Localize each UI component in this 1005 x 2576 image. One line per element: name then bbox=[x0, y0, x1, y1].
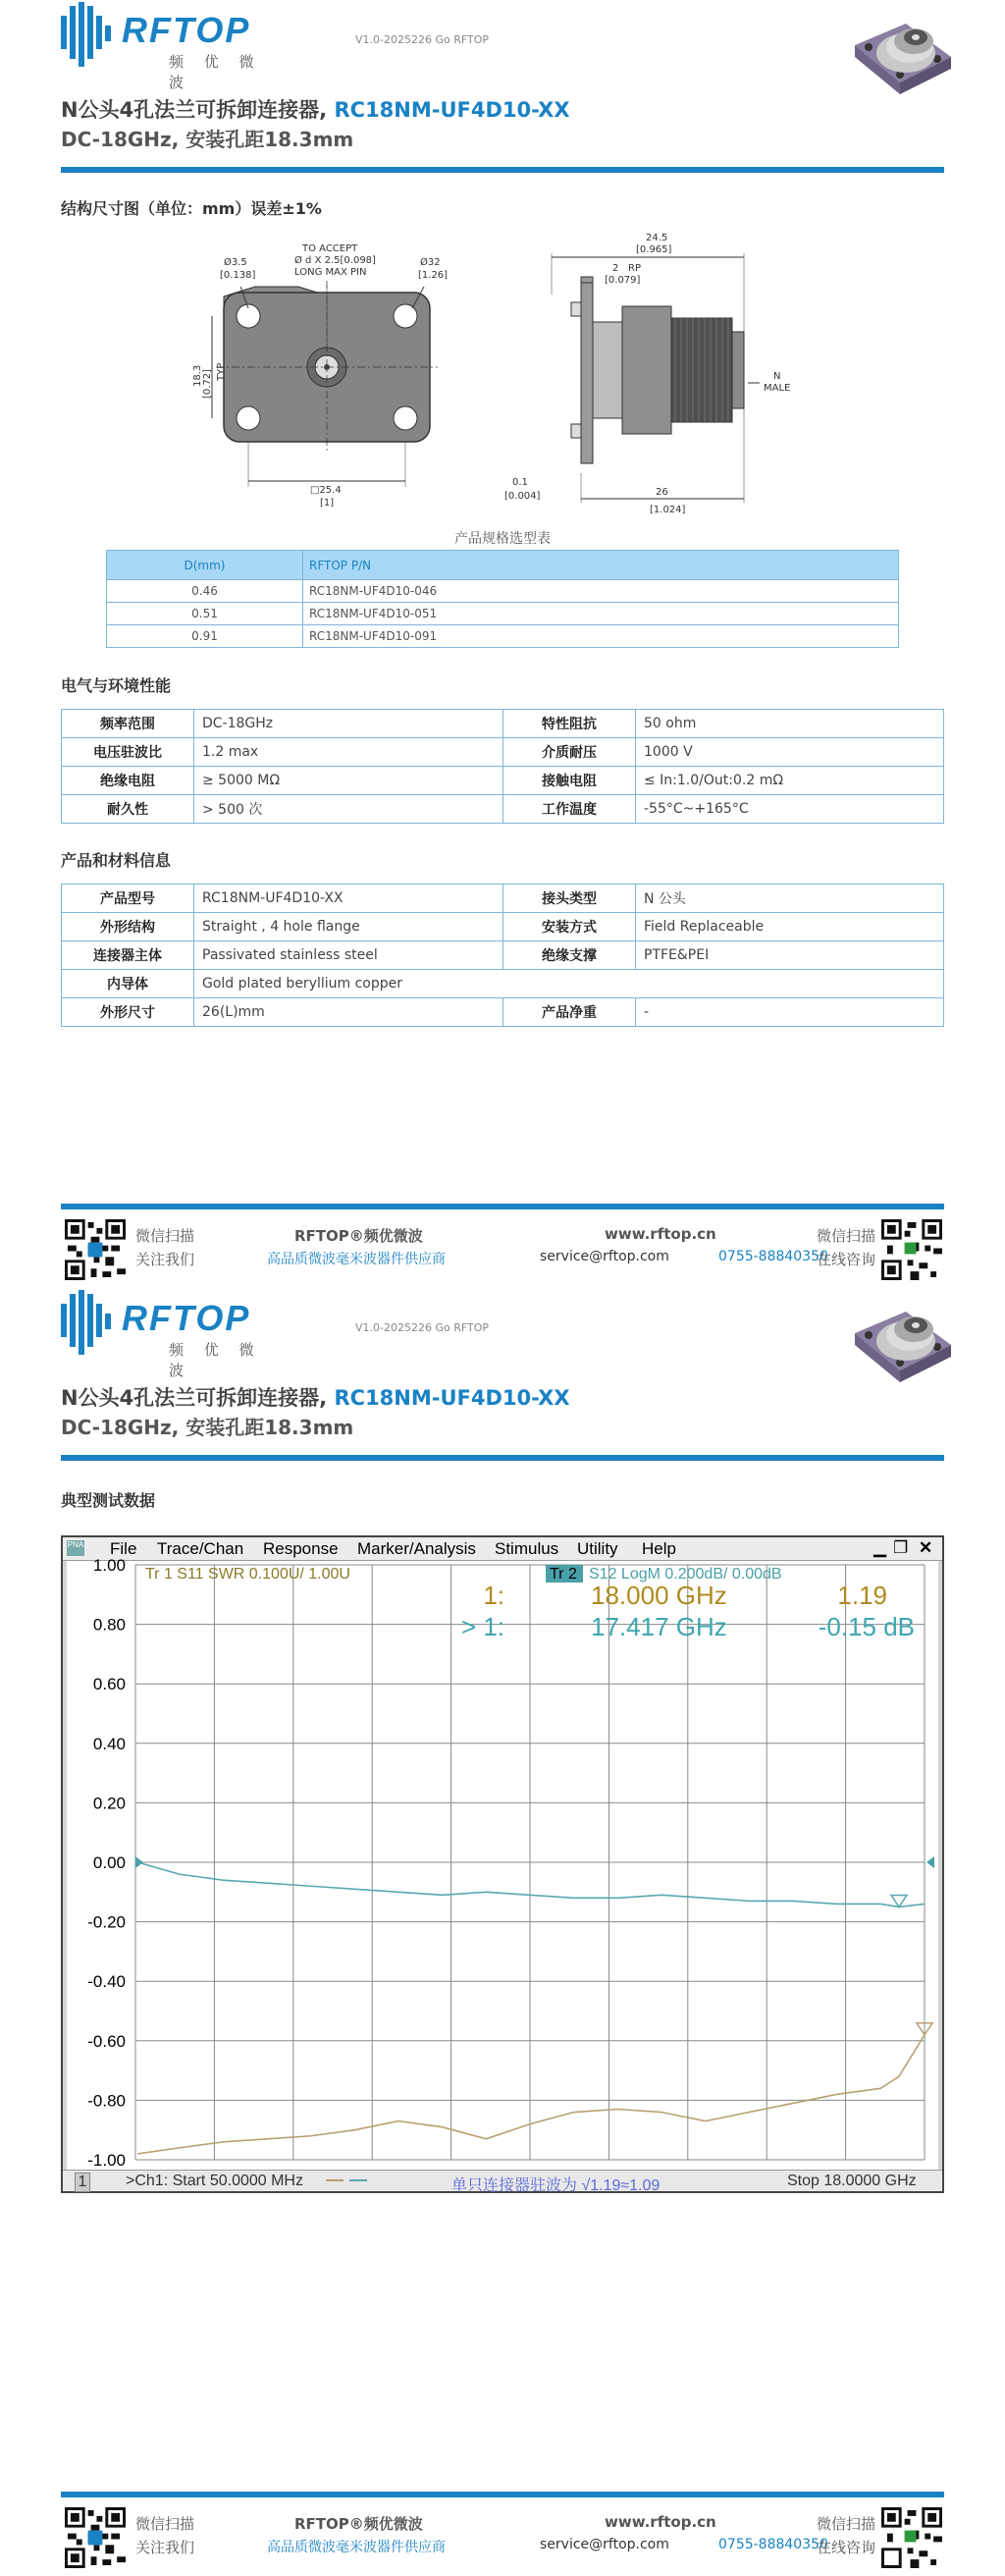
svg-text:[0.72]: [0.72] bbox=[202, 368, 213, 399]
marker1-label: 1: bbox=[483, 1581, 504, 1610]
y-tick-label: 1.00 bbox=[92, 1556, 126, 1575]
logo-mark-icon bbox=[61, 2, 118, 67]
svg-text:2: 2 bbox=[612, 263, 619, 274]
pna-icon: PNA bbox=[67, 1540, 84, 1556]
electrical-table bbox=[61, 709, 944, 824]
footer-slogan: 高品质微波毫米波器件供应商 bbox=[267, 2540, 446, 2555]
marker1-value: 1.19 bbox=[837, 1581, 887, 1610]
qr-code-icon bbox=[881, 2507, 942, 2568]
table-row bbox=[62, 970, 944, 998]
page-title: N公头4孔法兰可拆卸连接器, RC18NM-UF4D10-XX bbox=[61, 98, 570, 122]
svg-text:RP: RP bbox=[628, 263, 641, 274]
product-photo bbox=[841, 14, 959, 122]
brand-name: RFTOP bbox=[122, 10, 251, 50]
spec-key: 外形结构 bbox=[62, 913, 194, 941]
footer bbox=[61, 2492, 944, 2570]
svg-text:0.1: 0.1 bbox=[512, 477, 528, 488]
spec-key: 安装方式 bbox=[503, 913, 636, 941]
footer-wechat1: 微信扫描 bbox=[135, 2515, 195, 2533]
y-tick-label: -0.40 bbox=[87, 1972, 126, 1992]
spec-key: 产品型号 bbox=[62, 885, 194, 913]
spec-value: 1.2 max bbox=[194, 738, 503, 767]
menu-help[interactable]: Help bbox=[642, 1539, 676, 1558]
spec-key: 耐久性 bbox=[62, 795, 194, 824]
spec-key: 介质耐压 bbox=[503, 738, 636, 767]
spec-key: 接头类型 bbox=[503, 885, 636, 913]
svg-text:TYP: TYP bbox=[216, 362, 227, 381]
svg-text:□25.4: □25.4 bbox=[310, 485, 342, 496]
footer-wechat2: 关注我们 bbox=[135, 2539, 195, 2556]
y-tick-label: 0.00 bbox=[92, 1853, 126, 1872]
page-subtitle: DC-18GHz, 安装孔距18.3mm bbox=[61, 1416, 354, 1439]
vna-menubar bbox=[63, 1537, 942, 1561]
header bbox=[61, 1288, 944, 1465]
svg-text:Ø d X 2.5[0.098]: Ø d X 2.5[0.098] bbox=[294, 255, 376, 266]
spec-key: 连接器主体 bbox=[62, 941, 194, 970]
spec-value: ≥ 5000 MΩ bbox=[194, 767, 503, 795]
brand-cn: 频 优 微 波 bbox=[169, 53, 262, 91]
footer-slogan: 高品质微波毫米波器件供应商 bbox=[267, 1252, 446, 1267]
footer-divider bbox=[61, 2492, 944, 2497]
table-row bbox=[62, 885, 944, 913]
spec-value: ≤ In:1.0/Out:0.2 mΩ bbox=[636, 767, 944, 795]
footer-web[interactable]: www.rftop.cn bbox=[605, 2513, 716, 2531]
part-number: RC18NM-UF4D10-XX bbox=[334, 1386, 570, 1410]
vna-chart bbox=[67, 1556, 938, 2170]
vna-screenshot bbox=[61, 1535, 944, 2193]
menu-response[interactable]: Response bbox=[263, 1539, 339, 1558]
marker2-label: > 1: bbox=[460, 1612, 504, 1641]
header bbox=[61, 0, 944, 177]
svg-text:[1]: [1] bbox=[320, 498, 335, 509]
spec-value: Straight , 4 hole flange bbox=[194, 913, 503, 941]
close-icon[interactable]: ✕ bbox=[919, 1538, 933, 1557]
selection-table bbox=[106, 550, 899, 648]
s11-legend-swatch bbox=[326, 2179, 344, 2181]
table-row bbox=[107, 603, 899, 625]
spec-value: Passivated stainless steel bbox=[194, 941, 503, 970]
note-text: 单只连接器驻波为 √1.19≈1.09 bbox=[451, 2177, 661, 2194]
electrical-section-title: 电气与环境性能 bbox=[61, 676, 172, 695]
cell-d: 0.91 bbox=[107, 625, 303, 648]
spec-value: > 500 次 bbox=[194, 795, 503, 824]
reference-arrow-icon bbox=[926, 1856, 934, 1868]
svg-text:Ø3.5: Ø3.5 bbox=[224, 257, 247, 268]
spec-key: 工作温度 bbox=[503, 795, 636, 824]
y-tick-label: 0.40 bbox=[92, 1734, 126, 1753]
svg-text:[0.004]: [0.004] bbox=[504, 491, 541, 502]
logo-mark-icon bbox=[61, 1290, 118, 1355]
product-photo bbox=[841, 1302, 959, 1410]
spec-key: 绝缘支撑 bbox=[503, 941, 636, 970]
table-row bbox=[62, 795, 944, 824]
brand-logo bbox=[61, 2, 267, 91]
brand-name: RFTOP bbox=[122, 1298, 251, 1338]
y-tick-label: -0.80 bbox=[87, 2091, 126, 2111]
page-subtitle: DC-18GHz, 安装孔距18.3mm bbox=[61, 128, 354, 151]
cell-pn: RC18NM-UF4D10-091 bbox=[303, 625, 899, 648]
spec-key: 绝缘电阻 bbox=[62, 767, 194, 795]
table-row bbox=[62, 941, 944, 970]
spec-key: 特性阻抗 bbox=[503, 710, 636, 738]
svg-text:[0.965]: [0.965] bbox=[636, 244, 672, 255]
stop-freq: Stop 18.0000 GHz bbox=[787, 2173, 917, 2189]
svg-text:[1.26]: [1.26] bbox=[418, 270, 449, 281]
y-tick-label: 0.80 bbox=[92, 1615, 126, 1635]
svg-text:N: N bbox=[773, 371, 781, 382]
table-row bbox=[62, 998, 944, 1027]
cell-pn: RC18NM-UF4D10-046 bbox=[303, 580, 899, 603]
y-tick-label: 0.60 bbox=[92, 1675, 126, 1694]
y-tick-label: 0.20 bbox=[92, 1794, 126, 1813]
selection-caption: 产品规格选型表 bbox=[454, 531, 551, 547]
y-tick-label: -0.60 bbox=[87, 2031, 126, 2051]
header-divider bbox=[61, 1455, 944, 1461]
spec-value: Gold plated beryllium copper bbox=[194, 970, 944, 998]
vna-plot-area bbox=[67, 1556, 938, 2170]
svg-text:MALE: MALE bbox=[764, 383, 791, 394]
table-row bbox=[62, 767, 944, 795]
footer-web[interactable]: www.rftop.cn bbox=[605, 1225, 716, 1243]
svg-text:[0.138]: [0.138] bbox=[220, 270, 256, 281]
spec-value: RC18NM-UF4D10-XX bbox=[194, 885, 503, 913]
y-tick-label: -0.20 bbox=[87, 1912, 126, 1932]
footer-consult1: 微信扫描 bbox=[817, 2515, 876, 2533]
version-text: V1.0-2025226 Go RFTOP bbox=[355, 33, 490, 46]
part-number: RC18NM-UF4D10-XX bbox=[334, 98, 570, 122]
footer-email[interactable]: service@rftop.com bbox=[540, 1249, 669, 1264]
marker2-value: -0.15 dB bbox=[818, 1612, 915, 1641]
drawing-section-title: 结构尺寸图（单位：mm）误差±1% bbox=[61, 199, 322, 218]
cell-pn: RC18NM-UF4D10-051 bbox=[303, 603, 899, 625]
spec-value: DC-18GHz bbox=[194, 710, 503, 738]
spec-value: 26(L)mm bbox=[194, 998, 503, 1027]
footer-wechat1: 微信扫描 bbox=[135, 1227, 195, 1245]
footer-brand: RFTOP®频优微波 bbox=[294, 1227, 423, 1245]
spec-key: 外形尺寸 bbox=[62, 998, 194, 1027]
y-tick-label: -1.00 bbox=[87, 2151, 126, 2170]
svg-text:Ø32: Ø32 bbox=[420, 257, 441, 268]
col-pn: RFTOP P/N bbox=[303, 551, 899, 580]
spec-key: 频率范围 bbox=[62, 710, 194, 738]
trace2-box-label: Tr 2 bbox=[550, 1566, 577, 1583]
header-divider bbox=[61, 167, 944, 173]
table-header-row bbox=[107, 551, 899, 580]
footer-email[interactable]: service@rftop.com bbox=[540, 2537, 669, 2552]
page-title: N公头4孔法兰可拆卸连接器, RC18NM-UF4D10-XX bbox=[61, 1386, 570, 1410]
menu-marker[interactable]: Marker/Analysis bbox=[357, 1539, 476, 1558]
qr-code-icon bbox=[881, 1219, 942, 1280]
spec-value: 50 ohm bbox=[636, 710, 944, 738]
table-row bbox=[62, 738, 944, 767]
footer-consult2: 在线咨询 bbox=[817, 1251, 876, 1268]
qr-code-icon bbox=[65, 2507, 126, 2568]
channel-indicator[interactable]: 1 bbox=[75, 2173, 90, 2192]
footer-wechat2: 关注我们 bbox=[135, 1251, 195, 1268]
footer-brand: RFTOP®频优微波 bbox=[294, 2515, 423, 2533]
marker1-freq: 18.000 GHz bbox=[591, 1581, 727, 1610]
svg-text:24.5: 24.5 bbox=[646, 233, 668, 243]
spec-value: PTFE&PEI bbox=[636, 941, 944, 970]
brand-logo bbox=[61, 1290, 267, 1379]
svg-text:[1.024]: [1.024] bbox=[650, 505, 686, 515]
menu-trace[interactable]: Trace/Chan bbox=[157, 1539, 244, 1558]
spec-value: N 公头 bbox=[636, 885, 944, 913]
spec-key: 电压驻波比 bbox=[62, 738, 194, 767]
start-freq: >Ch1: Start 50.0000 MHz bbox=[126, 2173, 303, 2189]
table-row bbox=[107, 625, 899, 648]
footer-phone: 0755-88840350 bbox=[718, 2537, 828, 2552]
trace2-label: S12 LogM 0.200dB/ 0.00dB bbox=[589, 1566, 782, 1583]
svg-text:[0.079]: [0.079] bbox=[605, 275, 641, 286]
cell-d: 0.51 bbox=[107, 603, 303, 625]
series-line-s11 bbox=[137, 2035, 925, 2154]
spec-value: 1000 V bbox=[636, 738, 944, 767]
trace1-label: Tr 1 S11 SWR 0.100U/ 1.00U bbox=[145, 1566, 350, 1583]
brand-cn: 频 优 微 波 bbox=[169, 1341, 262, 1379]
svg-text:TO ACCEPT: TO ACCEPT bbox=[302, 243, 358, 254]
spec-key: 接触电阻 bbox=[503, 767, 636, 795]
footer bbox=[61, 1204, 944, 1282]
spec-value: Field Replaceable bbox=[636, 913, 944, 941]
footer-consult2: 在线咨询 bbox=[817, 2539, 876, 2556]
menu-utility[interactable]: Utility bbox=[577, 1539, 618, 1558]
marker-s12 bbox=[891, 1895, 907, 1906]
table-row bbox=[107, 580, 899, 603]
svg-text:26: 26 bbox=[656, 487, 668, 498]
version-text: V1.0-2025226 Go RFTOP bbox=[355, 1321, 490, 1334]
footer-consult1: 微信扫描 bbox=[817, 1227, 876, 1245]
minimize-icon[interactable]: ▁ bbox=[873, 1538, 887, 1557]
material-table bbox=[61, 884, 944, 1027]
menu-stimulus[interactable]: Stimulus bbox=[495, 1539, 559, 1558]
restore-icon[interactable]: ❐ bbox=[893, 1538, 909, 1557]
table-row bbox=[62, 913, 944, 941]
vna-statusbar bbox=[63, 2170, 942, 2194]
spec-value: -55°C~+165°C bbox=[636, 795, 944, 824]
cell-d: 0.46 bbox=[107, 580, 303, 603]
s12-legend-swatch bbox=[349, 2179, 367, 2181]
svg-text:LONG MAX PIN: LONG MAX PIN bbox=[294, 267, 367, 278]
spec-key: 产品净重 bbox=[503, 998, 636, 1027]
svg-text:18.3: 18.3 bbox=[192, 364, 203, 387]
col-d: D(mm) bbox=[107, 551, 303, 580]
footer-phone: 0755-88840350 bbox=[718, 1249, 828, 1264]
series-line-s12 bbox=[137, 1862, 925, 1906]
test-section-title: 典型测试数据 bbox=[61, 1491, 156, 1510]
dimension-drawing bbox=[192, 233, 824, 525]
spec-value: - bbox=[636, 998, 944, 1027]
qr-code-icon bbox=[65, 1219, 126, 1280]
material-section-title: 产品和材料信息 bbox=[61, 851, 172, 870]
menu-file[interactable]: File bbox=[110, 1539, 137, 1558]
reference-arrow-icon bbox=[135, 1856, 143, 1868]
spec-key: 内导体 bbox=[62, 970, 194, 998]
marker2-freq: 17.417 GHz bbox=[591, 1612, 727, 1641]
footer-divider bbox=[61, 1204, 944, 1209]
table-row bbox=[62, 710, 944, 738]
